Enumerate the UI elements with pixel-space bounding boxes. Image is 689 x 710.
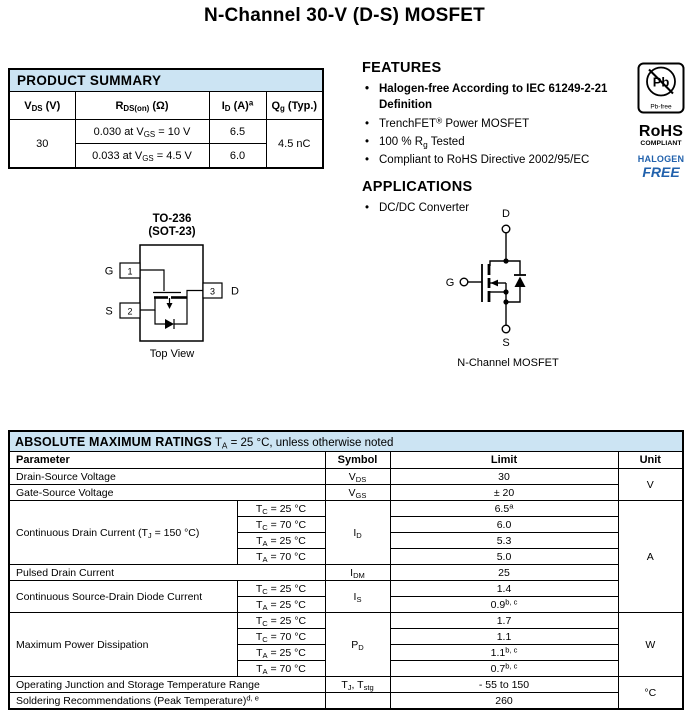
- table-row: [9, 485, 683, 501]
- rds-cell: 0.033 at $V_{GS} = 4.5$ V: [75, 144, 209, 169]
- table-row: [9, 693, 683, 710]
- condition-cell: $T_C = 70$ °C: [237, 629, 325, 645]
- source-label: S: [502, 337, 510, 349]
- drain-label: D: [502, 208, 510, 220]
- feature-item: • TrenchFET® Power MOSFET: [362, 116, 640, 132]
- parameter-cell: Drain-Source Voltage: [9, 469, 325, 485]
- col-header-rds: $R_{DS(on)}$ (Ω): [75, 92, 209, 120]
- limit-cell: 1.4: [390, 581, 618, 597]
- junction-dot: [503, 289, 508, 294]
- table-row: [9, 581, 683, 597]
- drain-terminal: [502, 225, 510, 233]
- parameter-cell: Maximum Power Dissipation: [9, 613, 237, 677]
- pin-3-number: 3: [209, 286, 216, 297]
- feature-item: • 100 % $R_g$ Tested: [362, 134, 640, 150]
- parameter-cell: Continuous Drain Current ($T_J = 150$ °C): [9, 501, 237, 565]
- unit-cell: V: [618, 469, 683, 501]
- package-title-line1: TO-236: [152, 213, 192, 225]
- symbol-cell: $T_J$, $T_{stg}$: [325, 677, 390, 693]
- symbol-cell: $I_{DM}$: [325, 565, 390, 581]
- parameter-cell: Operating Junction and Storage Temperature Range: [9, 677, 325, 693]
- col-header-parameter: Parameter: [9, 452, 325, 469]
- table-row: [9, 120, 323, 144]
- limit-cell: 30: [390, 469, 618, 485]
- symbol-cell: $V_{GS}$: [325, 485, 390, 501]
- qg-value-cell: 4.5 nC: [266, 120, 323, 169]
- feature-item: • Halogen-free According to IEC 61249-2-21 Definition: [362, 81, 640, 114]
- mosfet-caption: N-Channel MOSFET: [457, 357, 559, 369]
- unit-cell: W: [618, 613, 683, 677]
- col-header-limit: Limit: [390, 452, 618, 469]
- application-item: • DC/DC Converter: [362, 200, 640, 216]
- junction-dot: [503, 258, 508, 263]
- package-diagram: [95, 210, 275, 360]
- symbol-cell: $I_D$: [325, 501, 390, 565]
- limit-cell: 1.7: [390, 613, 618, 629]
- limit-cell: 5.3: [390, 533, 618, 549]
- halogen-line2: FREE: [642, 163, 680, 180]
- limit-cell: ± 20: [390, 485, 618, 501]
- gate-terminal: [460, 278, 468, 286]
- pin-2-number: 2: [127, 306, 133, 317]
- col-header-vds: $V_{DS}$ (V): [9, 92, 75, 120]
- mosfet-symbol: [435, 203, 585, 371]
- col-header-id: $I_D$ $(A)^a$: [209, 92, 266, 120]
- features-heading: FEATURES: [362, 60, 442, 76]
- condition-cell: $T_A = 25$ °C: [237, 645, 325, 661]
- table-row: [9, 69, 323, 92]
- source-terminal: [502, 325, 510, 333]
- id-cell: 6.5: [209, 120, 266, 144]
- pin-3-label: D: [231, 285, 239, 298]
- limit-cell: - 55 to 150: [390, 677, 618, 693]
- limit-cell: 1.1$^{b, c}$: [390, 645, 618, 661]
- condition-cell: $T_A = 25$ °C: [237, 533, 325, 549]
- rohs-subtitle: COMPLIANT: [640, 140, 682, 147]
- pb-free-icon: [637, 62, 685, 114]
- parameter-cell: Pulsed Drain Current: [9, 565, 325, 581]
- limit-cell: 0.7$^{b, c}$: [390, 661, 618, 677]
- symbol-cell: $V_{DS}$: [325, 469, 390, 485]
- applications-heading: APPLICATIONS: [362, 178, 473, 195]
- symbol-cell: $P_D$: [325, 613, 390, 677]
- product-summary-title: PRODUCT SUMMARY: [9, 69, 323, 92]
- abs-max-table: [8, 430, 684, 710]
- unit-cell: °C: [618, 677, 683, 710]
- limit-cell: 5.0: [390, 549, 618, 565]
- condition-cell: $T_A = 70$ °C: [237, 661, 325, 677]
- gate-label: G: [445, 277, 455, 289]
- unit-cell: A: [618, 501, 683, 613]
- features-section: [362, 60, 640, 218]
- svg-text:Pb: Pb: [652, 74, 670, 90]
- table-row: [9, 452, 683, 469]
- parameter-cell: Continuous Source-Drain Diode Current: [9, 581, 237, 613]
- table-row: [9, 565, 683, 581]
- rohs-badge: [635, 124, 687, 148]
- top-view-caption: Top View: [149, 348, 195, 360]
- limit-cell: 25: [390, 565, 618, 581]
- table-row: [9, 677, 683, 693]
- rds-cell: 0.030 at $V_{GS} = 10$ V: [75, 120, 209, 144]
- halogen-free-badge: [635, 155, 687, 179]
- limit-cell: 260: [390, 693, 618, 710]
- condition-cell: $T_C = 25$ °C: [237, 581, 325, 597]
- condition-cell: $T_A = 70$ °C: [237, 549, 325, 565]
- limit-cell: 6.0: [390, 517, 618, 533]
- svg-text:Pb-free: Pb-free: [650, 103, 672, 111]
- condition-cell: $T_C = 25$ °C: [237, 501, 325, 517]
- table-row: [9, 469, 683, 485]
- symbol-cell: $I_S$: [325, 581, 390, 613]
- limit-cell: 0.9$^{b, c}$: [390, 597, 618, 613]
- features-list: [362, 81, 640, 169]
- junction-dot: [503, 299, 508, 304]
- id-cell: 6.0: [209, 144, 266, 169]
- halogen-line1: HALOGEN: [637, 153, 685, 164]
- feature-item: • Compliant to RoHS Directive 2002/95/EC: [362, 152, 640, 168]
- compliance-badges: [635, 62, 687, 179]
- parameter-cell: Gate-Source Voltage: [9, 485, 325, 501]
- package-title-line2: (SOT-23): [148, 226, 196, 238]
- table-row: [9, 92, 323, 120]
- col-header-qg: $Q_g$ (Typ.): [266, 92, 323, 120]
- table-row: [9, 501, 683, 517]
- symbol-cell: [325, 693, 390, 710]
- table-row: [9, 431, 683, 452]
- mosfet-schematic: [468, 233, 526, 325]
- vds-value-cell: 30: [9, 120, 75, 169]
- page-title: N-Channel 30-V (D-S) MOSFET: [204, 5, 485, 26]
- pin-1-number: 1: [127, 266, 133, 277]
- limit-cell: 6.5$^a$: [390, 501, 618, 517]
- col-header-unit: Unit: [618, 452, 683, 469]
- limit-cell: 1.1: [390, 629, 618, 645]
- rohs-title: RoHS: [638, 123, 684, 140]
- table-row: [9, 613, 683, 629]
- abs-max-title-bar: ABSOLUTE MAXIMUM RATINGS $T_A = 25$ °C, unless otherwise noted: [9, 431, 683, 452]
- product-summary-table: [8, 68, 324, 169]
- condition-cell: $T_C = 70$ °C: [237, 517, 325, 533]
- pin-1-label: G: [104, 265, 114, 278]
- parameter-cell: Soldering Recommendations (Peak Temperature)$^{d, e}$: [9, 693, 325, 710]
- condition-cell: $T_C = 25$ °C: [237, 613, 325, 629]
- pin-2-label: S: [105, 305, 113, 318]
- col-header-symbol: Symbol: [325, 452, 390, 469]
- condition-cell: $T_A = 25$ °C: [237, 597, 325, 613]
